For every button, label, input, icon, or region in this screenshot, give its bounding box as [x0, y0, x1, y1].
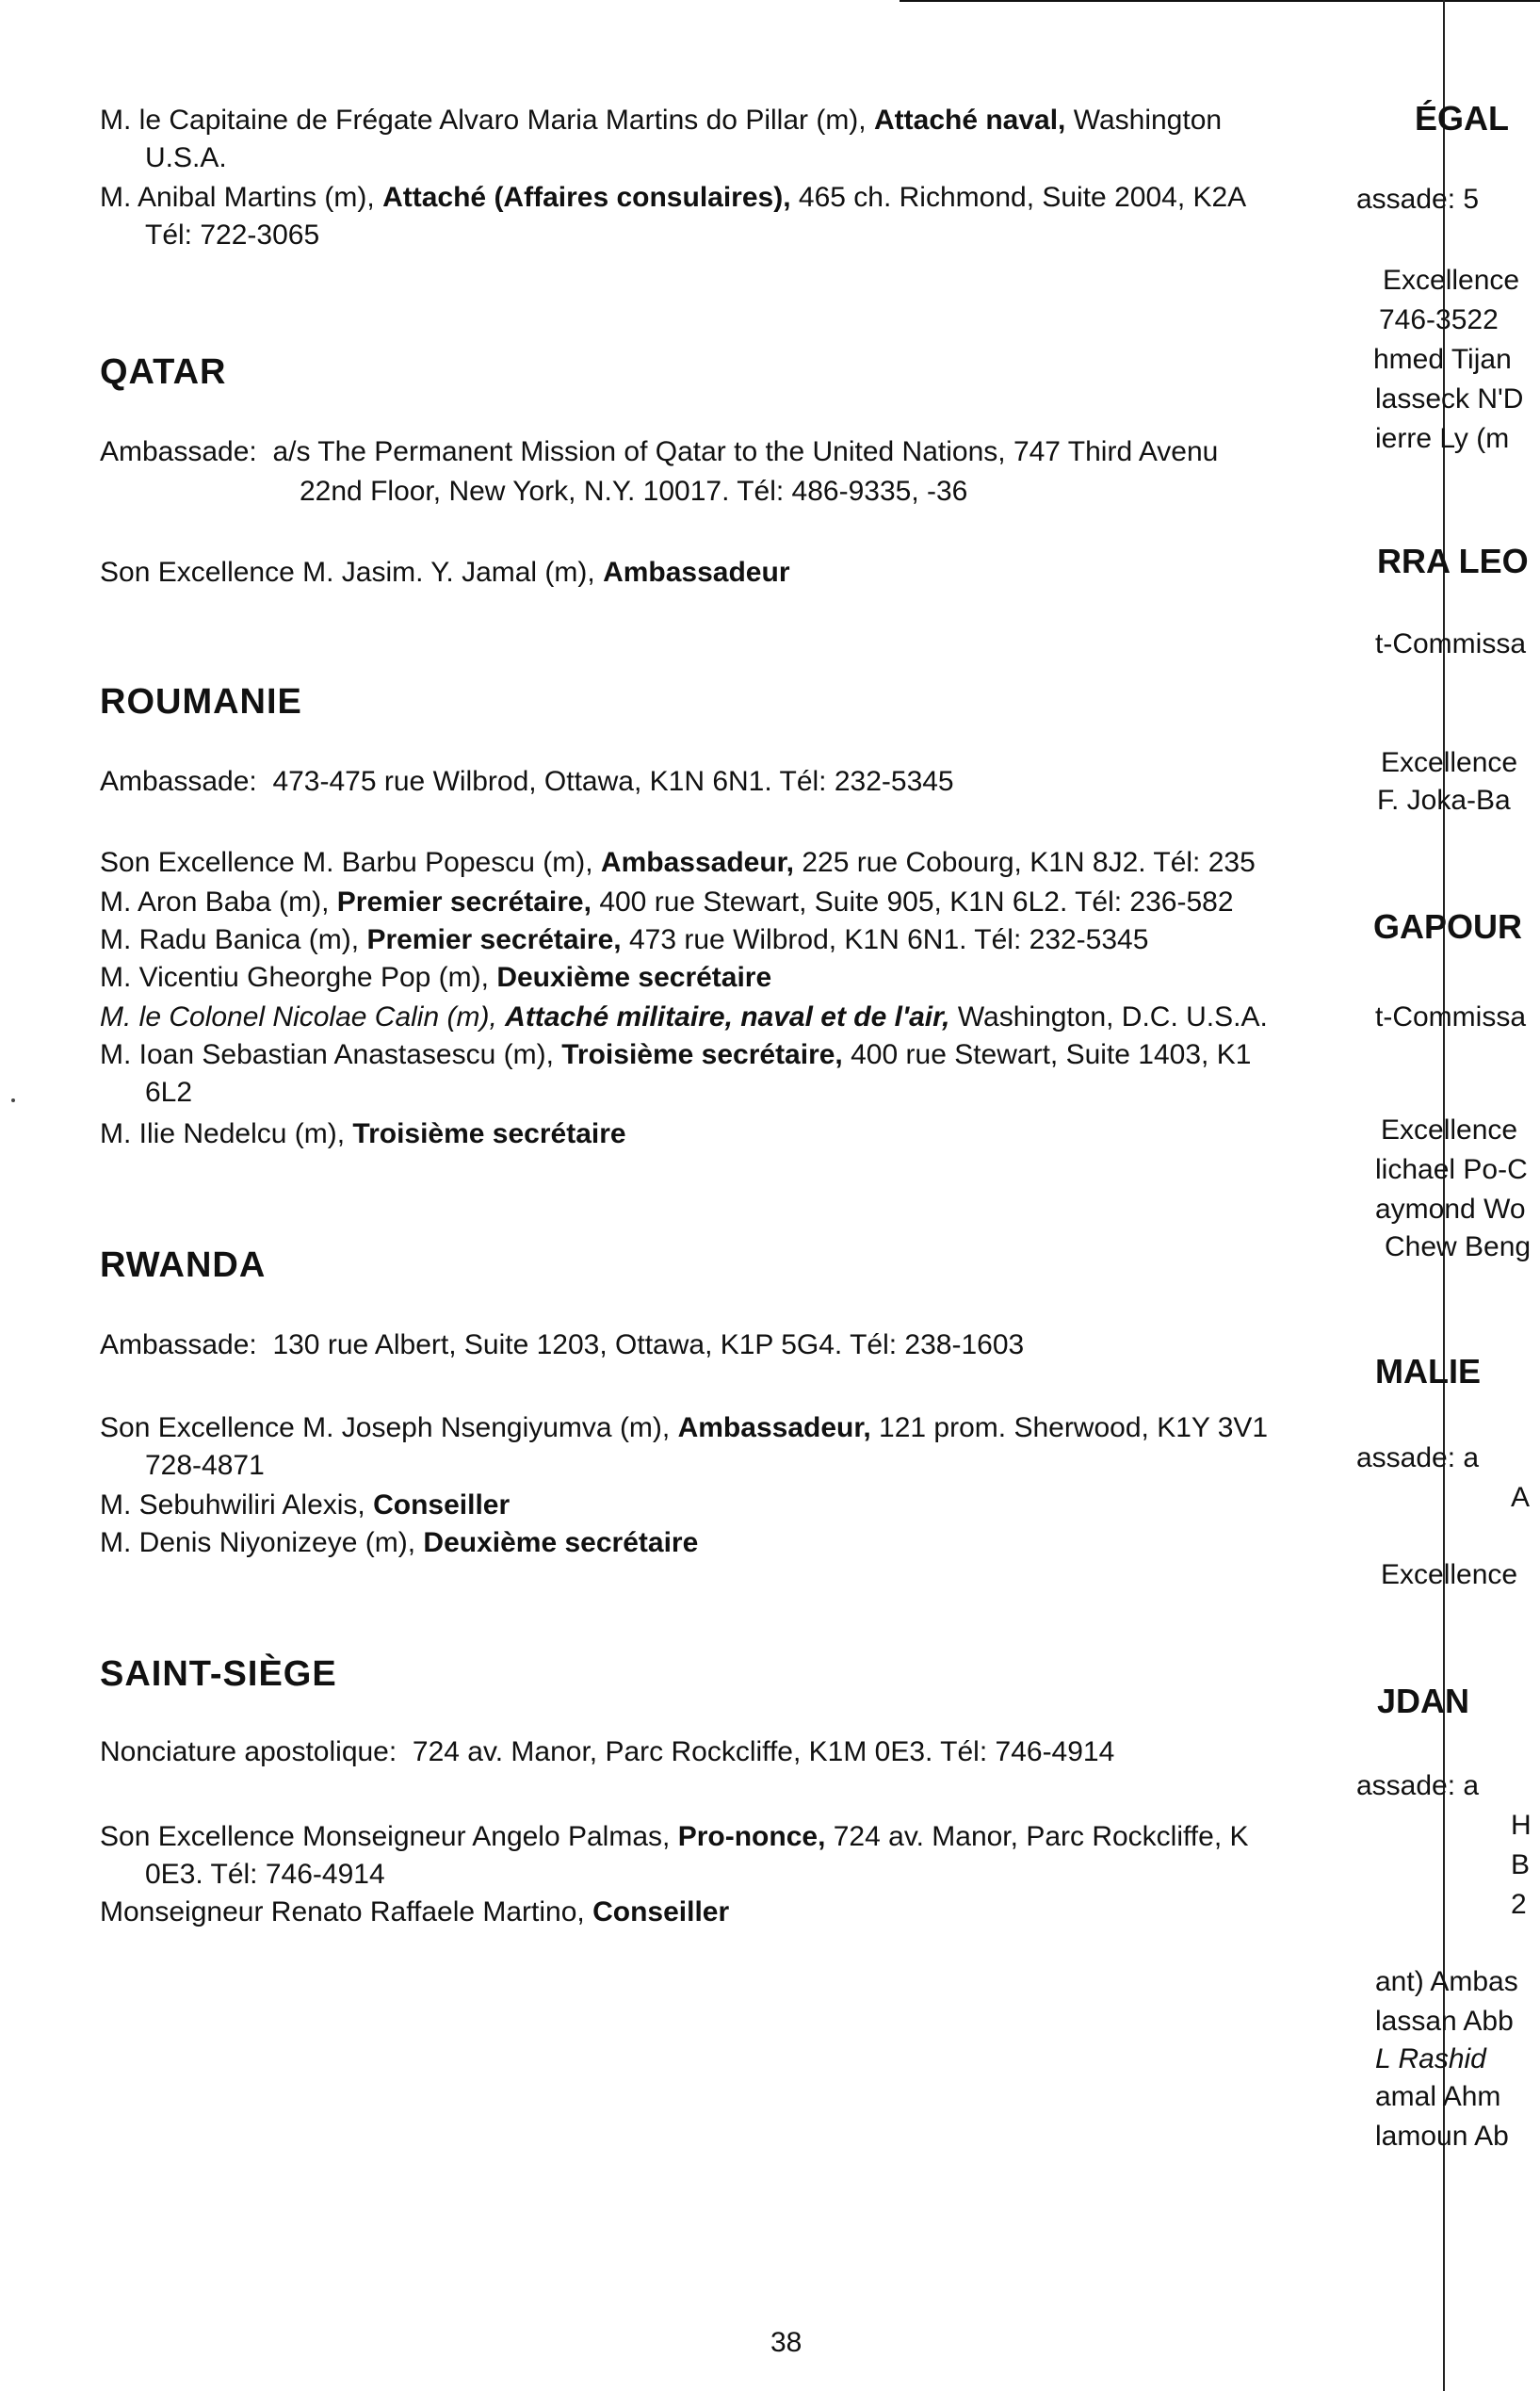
entry-address: U.S.A. — [145, 142, 227, 173]
entry-title: Troisième secrétaire — [352, 1118, 626, 1149]
entry-address: 121 prom. Sherwood, K1Y 3V1 — [879, 1412, 1269, 1443]
entry-title: Attaché (Affaires consulaires), — [382, 182, 791, 213]
entry-title: Premier secrétaire, — [366, 924, 622, 955]
embassy-address — [300, 473, 967, 511]
right-fragment-line: 746-3522 — [1379, 304, 1499, 335]
section-heading-qatar: QATAR — [100, 352, 227, 392]
entry-line — [100, 1818, 1249, 1856]
right-fragment-line: lasseck N'D — [1375, 383, 1524, 415]
entry-title: Deuxième secrétaire — [496, 962, 772, 993]
entry-name: M. Ioan Sebastian Anastasescu (m), — [100, 1039, 554, 1070]
section-heading-rwanda: RWANDA — [100, 1245, 267, 1285]
embassy-label: Nonciature apostolique: — [100, 1736, 397, 1767]
right-fragment-line: F. Joka-Ba — [1377, 785, 1511, 816]
entry-name: Son Excellence M. Jasim. Y. Jamal (m), — [100, 557, 595, 588]
right-fragment-line: amal Ahm — [1375, 2081, 1501, 2112]
entry-name: M. Aron Baba (m), — [100, 886, 330, 918]
entry-line — [145, 139, 227, 177]
entry-phone: 0E3. Tél: 746-4914 — [145, 1859, 385, 1890]
entry-line — [100, 921, 1148, 959]
entry-line — [145, 1074, 192, 1112]
embassy-address-line: 473-475 rue Wilbrod, Ottawa, K1N 6N1. Tél: 232-5345 — [272, 766, 954, 797]
right-fragment-line: lamoun Ab — [1375, 2121, 1509, 2152]
embassy-address — [100, 1733, 1114, 1771]
entry-name: M. Vicentiu Gheorghe Pop (m), — [100, 962, 489, 993]
right-fragment-line: t-Commissa — [1375, 1001, 1527, 1033]
entry-line — [100, 1894, 729, 1931]
right-fragment-line: assade: 5 — [1356, 184, 1480, 215]
right-fragment-line: B — [1511, 1849, 1531, 1880]
right-fragment-line: hmed Tijan — [1373, 344, 1512, 375]
entry-title: Conseiller — [592, 1896, 730, 1927]
right-fragment-line: Excellence — [1381, 1114, 1518, 1146]
right-fragment-heading: ÉGAL — [1415, 100, 1510, 138]
right-fragment-heading: GAPOUR — [1373, 908, 1523, 946]
entry-line — [100, 959, 771, 997]
embassy-address — [100, 1326, 1024, 1364]
entry-name: Son Excellence Monseigneur Angelo Palmas, — [100, 1821, 671, 1852]
entry-address: 465 ch. Richmond, Suite 2004, K2A — [798, 182, 1247, 213]
entry-line — [100, 999, 1268, 1036]
right-fragment-line: L Rashid — [1375, 2043, 1486, 2074]
margin-mark — [11, 1098, 15, 1102]
entry-name: M. Sebuhwiliri Alexis, — [100, 1489, 365, 1521]
entry-name: M. le Colonel Nicolae Calin (m), — [100, 1001, 497, 1033]
entry-address: 225 rue Cobourg, K1N 8J2. Tél: 235 — [802, 847, 1256, 878]
right-fragment-line: ant) Ambas — [1375, 1966, 1518, 1997]
entry-line — [145, 1447, 265, 1485]
entry-line — [100, 884, 1234, 921]
right-fragment-line: H — [1511, 1810, 1532, 1841]
entry-phone: Tél: 722-3065 — [145, 220, 320, 251]
entry-phone: 728-4871 — [145, 1450, 265, 1481]
right-fragment-heading: RRA LEO — [1377, 543, 1529, 580]
right-fragment-line: A — [1511, 1482, 1531, 1513]
right-fragment-line: ierre Ly (m — [1375, 423, 1510, 454]
embassy-address — [100, 763, 954, 801]
entry-line — [100, 179, 1246, 217]
right-fragment-heading: JDAN — [1377, 1683, 1470, 1720]
right-fragment-line: assade: a — [1356, 1770, 1480, 1801]
entry-name: Son Excellence M. Barbu Popescu (m), — [100, 847, 593, 878]
entry-line — [100, 1115, 626, 1153]
section-heading-roumanie: ROUMANIE — [100, 682, 302, 722]
right-fragment-line: t-Commissa — [1375, 628, 1527, 659]
entry-address: Washington, D.C. U.S.A. — [957, 1001, 1268, 1033]
right-fragment-heading: MALIE — [1375, 1353, 1481, 1391]
section-heading-saint-siege: SAINT-SIÈGE — [100, 1654, 337, 1694]
embassy-label: Ambassade: — [100, 766, 257, 797]
entry-address: 400 rue Stewart, Suite 1403, K1 — [851, 1039, 1252, 1070]
entry-address: 6L2 — [145, 1077, 193, 1108]
entry-title: Troisième secrétaire, — [561, 1039, 843, 1070]
embassy-label: Ambassade: — [100, 436, 257, 467]
entry-line — [100, 554, 790, 592]
page-number: 38 — [770, 2327, 802, 2358]
entry-line — [100, 1487, 510, 1524]
entry-line — [100, 1524, 698, 1562]
embassy-address-line: 130 rue Albert, Suite 1203, Ottawa, K1P 5G4. Tél: 238-1603 — [272, 1329, 1025, 1360]
entry-address: 724 av. Manor, Parc Rockcliffe, K — [833, 1821, 1249, 1852]
entry-title: Premier secrétaire, — [336, 886, 592, 918]
entry-title: Ambassadeur, — [600, 847, 795, 878]
entry-line — [145, 1856, 385, 1894]
entry-title: Pro-nonce, — [677, 1821, 826, 1852]
entry-name: M. le Capitaine de Frégate Alvaro Maria Martins do Pillar (m), — [100, 105, 867, 136]
entry-name: M. Anibal Martins (m), — [100, 182, 375, 213]
right-fragment-line: Chew Beng — [1385, 1231, 1532, 1262]
right-fragment-line: Excellence — [1383, 265, 1520, 296]
right-fragment-line: 2 — [1511, 1889, 1527, 1920]
right-fragment-line: lichael Po-C — [1375, 1154, 1528, 1185]
entry-line — [145, 217, 319, 254]
entry-line — [100, 1409, 1268, 1447]
entry-name: M. Denis Niyonizeye (m), — [100, 1527, 416, 1558]
entry-title: Conseiller — [373, 1489, 511, 1521]
entry-line — [100, 844, 1256, 882]
entry-address: 473 rue Wilbrod, K1N 6N1. Tél: 232-5345 — [628, 924, 1149, 955]
entry-name: M. Ilie Nedelcu (m), — [100, 1118, 346, 1149]
right-fragment-line: assade: a — [1356, 1442, 1480, 1473]
embassy-address-line: a/s The Permanent Mission of Qatar to the United Nations, 747 Third Avenu — [272, 436, 1219, 467]
embassy-address-line: 22nd Floor, New York, N.Y. 10017. Tél: 486-9335, -36 — [300, 476, 968, 507]
entry-name: Son Excellence M. Joseph Nsengiyumva (m), — [100, 1412, 671, 1443]
right-fragment-line: Excellence — [1381, 747, 1518, 778]
right-fragment-line: lassan Abb — [1375, 2006, 1514, 2037]
entry-title: Deuxième secrétaire — [423, 1527, 699, 1558]
entry-line — [100, 102, 1222, 139]
entry-address: Washington — [1073, 105, 1223, 136]
embassy-address — [100, 433, 1218, 471]
entry-address: 400 rue Stewart, Suite 905, K1N 6L2. Tél: 236-582 — [599, 886, 1234, 918]
right-fragment-line: Excellence — [1381, 1559, 1518, 1590]
entry-name: M. Radu Banica (m), — [100, 924, 360, 955]
entry-title: Ambassadeur — [603, 557, 790, 588]
entry-title: Ambassadeur, — [677, 1412, 871, 1443]
right-fragment-line: aymond Wo — [1375, 1194, 1526, 1225]
entry-title: Attaché naval, — [873, 105, 1066, 136]
embassy-label: Ambassade: — [100, 1329, 257, 1360]
entry-line — [100, 1036, 1251, 1074]
entry-name: Monseigneur Renato Raffaele Martino, — [100, 1896, 585, 1927]
embassy-address-line: 724 av. Manor, Parc Rockcliffe, K1M 0E3. Tél: 746-4914 — [412, 1736, 1115, 1767]
entry-title: Attaché militaire, naval et de l'air, — [505, 1001, 950, 1033]
